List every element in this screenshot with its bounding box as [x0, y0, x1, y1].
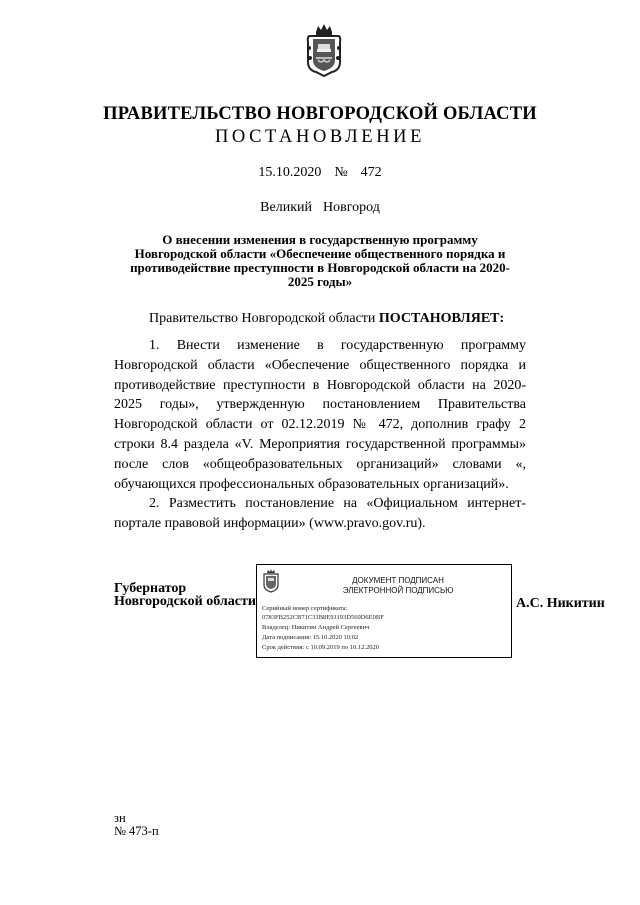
stamp-validity: Срок действия: с 10.09.2019 по 10.12.2020 — [262, 644, 379, 651]
footer-code — [114, 812, 159, 838]
document-type: ПОСТАНОВЛЕНИЕ — [214, 127, 426, 147]
signer-title-line1: Губернатор — [114, 581, 187, 596]
document-body — [114, 336, 526, 534]
preamble — [149, 311, 504, 327]
document-date-number: 15.10.2020 № 472 — [258, 165, 382, 180]
coat-of-arms-icon — [304, 22, 344, 78]
stamp-heading-line1: ДОКУМЕНТ ПОДПИСАН — [352, 576, 444, 585]
stamp-heading-line2: ЭЛЕКТРОННОЙ ПОДПИСЬЮ — [342, 586, 454, 595]
preamble-text: Правительство Новгородской области — [149, 311, 379, 326]
paragraph-1: 1. Внести изменение в государственную программу Новгородской области «Обеспечение общественного порядка и противодействие преступности в Новгородской области на 2020-2025 годы», утвержденную постановлением Правительства Новгородской области от 02.12.2019 № 472, дополнив графу 2 строки 8.4 раздела «V. Мероприятия государственной программы» после слов «общеобразовательных организаций» словами «, обучающихся профессиональных образовательных организаций». — [114, 338, 526, 492]
stamp-certificate-label: Серийный номер сертификата: — [262, 605, 348, 612]
stamp-heading — [287, 576, 509, 596]
footer-initials: зн — [114, 811, 126, 825]
signer-title-line2: Новгородской области — [114, 594, 256, 609]
stamp-owner: Владелец: Никитин Андрей Сергеевич — [262, 624, 370, 631]
stamp-signed-date: Дата подписания: 15.10.2020 10:02 — [262, 634, 359, 641]
preamble-resolves: ПОСТАНОВЛЯЕТ: — [378, 311, 505, 326]
signer-title — [114, 582, 264, 608]
stamp-certificate-value: 0783FB252CB71C31B8E91193D569D6E0BF — [262, 614, 384, 621]
document-city: Великий Новгород — [260, 200, 380, 215]
stamp-emblem-icon — [262, 569, 280, 593]
signer-name: А.С. Никитин — [516, 596, 605, 611]
organization-title: ПРАВИТЕЛЬСТВО НОВГОРОДСКОЙ ОБЛАСТИ — [103, 104, 537, 124]
document-subject: О внесении изменения в государственную программу Новгородской области «Обеспечение общественного порядка и противодействие преступности в Новгородской области на 2020-2025 годы» — [130, 232, 510, 289]
electronic-signature-stamp — [256, 564, 512, 658]
paragraph-2: 2. Разместить постановление на «Официальном интернет-портале правовой информации» (www.pravo.gov.ru). — [114, 496, 526, 532]
footer-number: № 473-п — [114, 824, 159, 838]
